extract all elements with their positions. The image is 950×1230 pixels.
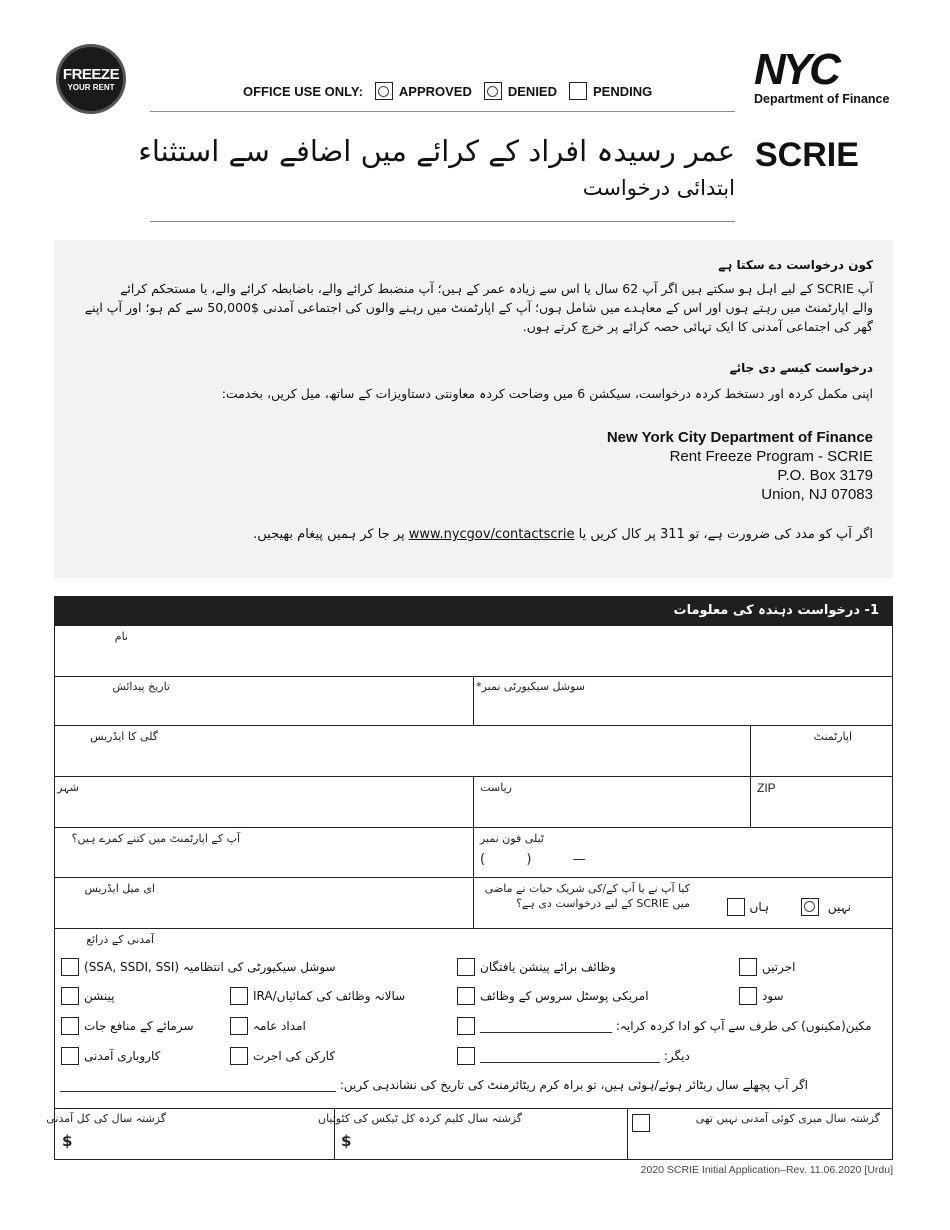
postal-label: امریکی پوسٹل سروس کے وظائف xyxy=(480,989,649,1003)
income-sources-label: آمدنی کے ذرائع xyxy=(86,933,154,946)
ssa-checkbox[interactable] xyxy=(61,958,79,976)
office-use-label: OFFICE USE ONLY: xyxy=(243,83,363,99)
applied-question-line-1: کیا آپ نے یا آپ کے/کی شریک حیات نے ماضی xyxy=(484,882,690,895)
zip-input[interactable] xyxy=(752,796,891,826)
ssn-input[interactable] xyxy=(475,695,891,725)
applied-question-line-2: میں SCRIE کے لیے درخواست دی ہے؟ xyxy=(516,897,690,910)
total-income-label: گزشتہ سال کی کل آمدنی xyxy=(46,1112,166,1125)
phone-input[interactable]: ( ) — xyxy=(480,852,586,867)
public-aid-label: امداد عامہ xyxy=(253,1019,306,1033)
scrie-title: SCRIE xyxy=(755,136,859,174)
apartment-input[interactable] xyxy=(752,745,891,775)
applied-no-checkbox[interactable] xyxy=(801,898,819,916)
pension-checkbox[interactable] xyxy=(61,987,79,1005)
email-label: ای میل ایڈریس xyxy=(84,882,155,895)
nyc-wordmark: NYC xyxy=(754,45,838,94)
wages-label: اجرتیں xyxy=(762,960,796,974)
ssa-label: سوشل سیکیورٹی کی انتظامیہ (SSA, SSDI, SSI) xyxy=(84,960,336,974)
business-label: کاروباری آمدنی xyxy=(84,1049,161,1063)
who-line-1: آپ SCRIE کے لیے اہل ہو سکتے ہیں اگر آپ 62 سال یا اس سے زیادہ عمر کے ہیں؛ آپ منضبط کرائے والے، باضابطہ کرائے والے، یا مستحکم کرائے xyxy=(120,281,873,296)
apartment-label: اپارٹمنٹ xyxy=(813,730,852,743)
investment-checkbox[interactable] xyxy=(61,1017,79,1035)
office-use-row xyxy=(243,82,652,100)
help-post: پر جا کر ہمیں پیغام بھیجیں. xyxy=(253,527,405,542)
help-link[interactable]: www.nycgov/contactscrie xyxy=(408,527,575,542)
public-aid-checkbox[interactable] xyxy=(230,1017,248,1035)
header-divider-top xyxy=(150,111,735,112)
retirement-date-label[interactable]: اگر آپ پچھلے سال ریٹائر ہوئے/ہوئی ہیں، تو براہ کرم ریٹائرمنٹ کی تاریخ کی نشاندہی کریں: ______________________________________________ xyxy=(60,1078,808,1092)
investment-label: سرمائے کے منافع جات xyxy=(84,1019,194,1033)
mailing-address xyxy=(607,428,873,504)
street-label: گلی کا ایڈریس xyxy=(90,730,158,743)
email-input[interactable] xyxy=(56,897,472,927)
freeze-your-rent-logo xyxy=(56,44,126,114)
rooms-input[interactable] xyxy=(56,847,472,877)
address-line-4: Union, NJ 07083 xyxy=(761,486,873,503)
pension-stipend-label: وظائف برائے پینشن یافتگان xyxy=(480,960,616,974)
ssn-label: سوشل سیکیورٹی نمبر* xyxy=(476,680,585,693)
wages-checkbox[interactable] xyxy=(739,958,757,976)
street-input[interactable] xyxy=(56,745,748,775)
approved-checkbox[interactable] xyxy=(375,82,393,100)
business-checkbox[interactable] xyxy=(61,1047,79,1065)
other-income-checkbox[interactable] xyxy=(457,1047,475,1065)
pension-label: پینشن xyxy=(84,989,115,1003)
how-heading: درخواست کیسے دی جائے xyxy=(729,361,873,375)
form-footer: 2020 SCRIE Initial Application–Rev. 11.06.2020 [Urdu] xyxy=(640,1164,893,1176)
interest-checkbox[interactable] xyxy=(739,987,757,1005)
tax-deduction-dollar[interactable]: $ xyxy=(341,1132,352,1150)
ira-checkbox[interactable] xyxy=(230,987,248,1005)
department-name: Department of Finance xyxy=(754,92,890,106)
city-input[interactable] xyxy=(56,796,472,826)
help-text xyxy=(253,526,873,544)
approved-label: APPROVED xyxy=(398,83,472,99)
logo-line2: YOUR RENT xyxy=(67,82,115,92)
page-subtitle: ابتدائی درخواست xyxy=(582,176,735,200)
page-title: عمر رسیدہ افراد کے کرائے میں اضافے سے استثناء xyxy=(138,134,735,168)
applied-yes-label: ہاں xyxy=(749,900,769,914)
ira-label: سالانہ وظائف کی کمائیاں/IRA xyxy=(253,989,406,1003)
phone-label: ٹیلی فون نمبر xyxy=(479,832,544,845)
who-line-3: گھر کی اجتماعی آمدنی کا ایک تہائی حصہ کرائے پر خرچ کرتے ہوں. xyxy=(522,319,873,334)
header-divider-bottom xyxy=(150,221,735,222)
state-input[interactable] xyxy=(475,796,749,826)
postal-checkbox[interactable] xyxy=(457,987,475,1005)
dob-label: تاریخ پیدائش xyxy=(112,680,170,693)
name-input[interactable] xyxy=(56,645,891,675)
applied-yes-checkbox[interactable] xyxy=(727,898,745,916)
workers-comp-checkbox[interactable] xyxy=(230,1047,248,1065)
pending-label: PENDING xyxy=(593,83,653,99)
interest-label: سود xyxy=(762,989,784,1003)
no-income-label: گزشتہ سال میری کوئی آمدنی نہیں تھی xyxy=(695,1112,880,1125)
total-income-dollar[interactable]: $ xyxy=(62,1132,73,1150)
denied-checkbox[interactable] xyxy=(484,82,502,100)
who-heading: کون درخواست دے سکتا ہے xyxy=(718,258,873,272)
how-text: اپنی مکمل کردہ اور دستخط کردہ درخواست، سیکشن 6 میں وضاحت کردہ معاونتی دستاویزات کے ساتھ، میل کریں، بخدمت: xyxy=(221,386,873,401)
address-line-2: Rent Freeze Program - SCRIE xyxy=(669,448,873,465)
state-label: ریاست xyxy=(480,781,512,794)
rent-paid-checkbox[interactable] xyxy=(457,1017,475,1035)
address-line-3: P.O. Box 3179 xyxy=(777,467,873,484)
address-line-1: New York City Department of Finance xyxy=(606,429,873,446)
applied-no-label: نہیں xyxy=(827,900,851,914)
zip-label: ZIP xyxy=(757,781,776,795)
pension-stipend-checkbox[interactable] xyxy=(457,958,475,976)
section-1-header: 1- درخواست دہندہ کی معلومات xyxy=(54,596,893,626)
pending-checkbox[interactable] xyxy=(569,82,587,100)
dob-input[interactable] xyxy=(56,695,472,725)
denied-label: DENIED xyxy=(507,83,557,99)
nyc-logo xyxy=(754,45,890,106)
rooms-label: آپ کے اپارٹمنٹ میں کتنے کمرے ہیں؟ xyxy=(71,832,240,845)
no-income-checkbox[interactable] xyxy=(632,1114,650,1132)
rent-paid-label: مکین(مکینوں) کی طرف سے آپ کو ادا کردہ کرایہ: ______________________ xyxy=(480,1019,872,1033)
city-label: شہر xyxy=(57,781,79,794)
logo-line1: FREEZE xyxy=(62,65,120,83)
who-line-2: والے اپارٹمنٹ میں رہتے ہوں اور اس کے معاہدے میں شامل ہوں؛ آپ کے اپارٹمنٹ میں رہنے والوں کی اجتماعی آمدنی $50,000 سے کم ہو؛ اور آپ اپنے xyxy=(84,300,873,315)
name-label: نام xyxy=(114,630,128,643)
tax-deduction-label: گزشتہ سال کلیم کردہ کل ٹیکس کی کٹوتیاں xyxy=(318,1112,522,1125)
workers-comp-label: کارکن کی اجرت xyxy=(253,1049,336,1063)
other-income-label: دیگر: ______________________________ xyxy=(480,1049,690,1063)
help-pre: اگر آپ کو مدد کی ضرورت ہے، تو 311 پر کال کریں یا xyxy=(578,527,873,542)
